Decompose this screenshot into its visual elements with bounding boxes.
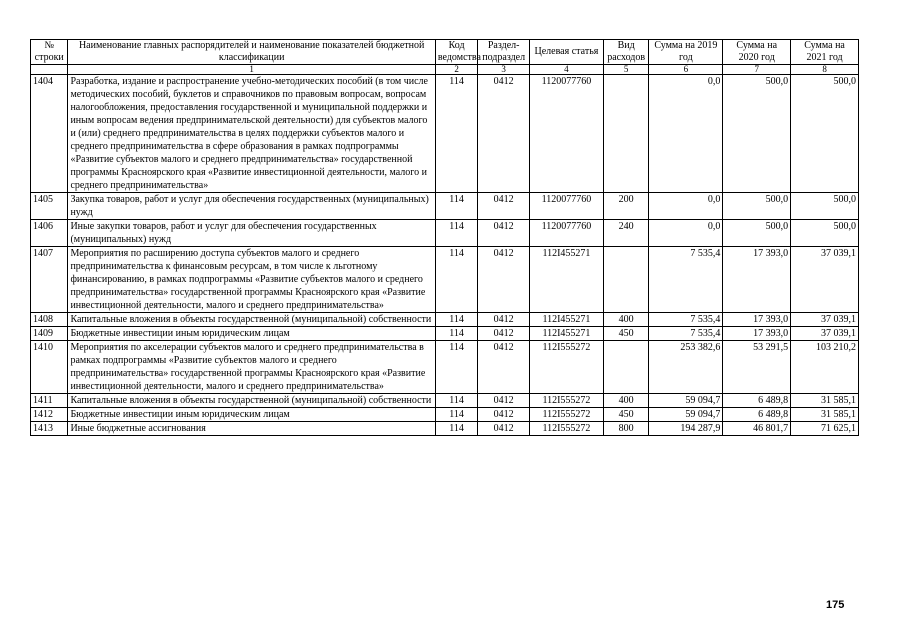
row-number: 1410 xyxy=(31,341,68,394)
row-target: 112I555272 xyxy=(529,422,603,436)
row-sum-2020: 500,0 xyxy=(723,75,791,193)
table-row xyxy=(31,341,859,394)
table-row xyxy=(31,408,859,422)
row-number: 1411 xyxy=(31,394,68,408)
row-dept-code: 114 xyxy=(435,422,478,436)
row-name: Мероприятия по расширению доступа субъектов малого и среднего предпринимательства к финансовым ресурсам, в том числе к льготному финансированию, в рамках подпрограммы «Развитие субъектов малого и среднего предпринимательства» государственной программы Красноярского края «Развитие инвестиционной деятельности, малого и среднего предпринимательства» xyxy=(68,247,435,313)
row-target: 1120077760 xyxy=(529,75,603,193)
row-dept-code: 114 xyxy=(435,75,478,193)
row-expense-type xyxy=(603,247,649,313)
table-row xyxy=(31,75,859,193)
table-row xyxy=(31,327,859,341)
row-sum-2020: 53 291,5 xyxy=(723,341,791,394)
row-sum-2021: 37 039,1 xyxy=(791,313,859,327)
row-expense-type xyxy=(603,341,649,394)
row-sum-2019: 0,0 xyxy=(649,220,723,247)
row-section: 0412 xyxy=(478,193,530,220)
row-sum-2020: 6 489,8 xyxy=(723,408,791,422)
row-number: 1408 xyxy=(31,313,68,327)
row-section: 0412 xyxy=(478,247,530,313)
row-number: 1405 xyxy=(31,193,68,220)
row-name: Бюджетные инвестиции иным юридическим лицам xyxy=(68,327,435,341)
row-sum-2021: 31 585,1 xyxy=(791,394,859,408)
row-number: 1409 xyxy=(31,327,68,341)
row-target: 1120077760 xyxy=(529,193,603,220)
row-sum-2019: 194 287,9 xyxy=(649,422,723,436)
row-number: 1404 xyxy=(31,75,68,193)
column-number xyxy=(31,65,68,75)
row-sum-2020: 500,0 xyxy=(723,220,791,247)
column-number: 1 xyxy=(68,65,435,75)
row-sum-2021: 500,0 xyxy=(791,220,859,247)
header-expense-type: Вид расходов xyxy=(603,40,649,65)
table-row xyxy=(31,193,859,220)
row-name: Иные бюджетные ассигнования xyxy=(68,422,435,436)
column-number: 5 xyxy=(603,65,649,75)
row-sum-2020: 17 393,0 xyxy=(723,247,791,313)
table-row xyxy=(31,394,859,408)
row-expense-type: 200 xyxy=(603,193,649,220)
row-sum-2021: 71 625,1 xyxy=(791,422,859,436)
row-section: 0412 xyxy=(478,422,530,436)
row-dept-code: 114 xyxy=(435,408,478,422)
row-number: 1412 xyxy=(31,408,68,422)
row-name: Мероприятия по акселерации субъектов малого и среднего предпринимательства в рамках подпрограммы «Развитие субъектов малого и среднего предпринимательства» государственной программы Красноярского края «Развитие инвестиционной деятельности, малого и среднего предпринимательства» xyxy=(68,341,435,394)
row-dept-code: 114 xyxy=(435,341,478,394)
budget-table xyxy=(30,39,859,436)
header-sum-2019: Сумма на 2019 год xyxy=(649,40,723,65)
table-row xyxy=(31,247,859,313)
row-dept-code: 114 xyxy=(435,220,478,247)
row-dept-code: 114 xyxy=(435,313,478,327)
row-name: Капитальные вложения в объекты государственной (муниципальной) собственности xyxy=(68,313,435,327)
row-sum-2019: 253 382,6 xyxy=(649,341,723,394)
row-sum-2019: 7 535,4 xyxy=(649,327,723,341)
row-dept-code: 114 xyxy=(435,247,478,313)
header-row xyxy=(31,40,859,65)
column-number: 6 xyxy=(649,65,723,75)
row-dept-code: 114 xyxy=(435,394,478,408)
row-number: 1413 xyxy=(31,422,68,436)
row-target: 1120077760 xyxy=(529,220,603,247)
column-number: 3 xyxy=(478,65,530,75)
row-expense-type xyxy=(603,75,649,193)
column-number: 8 xyxy=(791,65,859,75)
row-section: 0412 xyxy=(478,394,530,408)
table-row xyxy=(31,422,859,436)
header-sum-2020: Сумма на 2020 год xyxy=(723,40,791,65)
row-name: Разработка, издание и распространение учебно-методических пособий (в том числе методических пособий, буклетов и справочников по правовым вопросам, вопросам налогообложения, предоставления государственной и муниципальной поддержки и иным вопросам ведения предпринимательской деятельности) для субъектов малого и (или) среднего предпринимательства в целях поддержки субъектов малого и среднего предпринимательства в сфере образования в рамках подпрограммы «Развитие субъектов малого и среднего предпринимательства» государственной программы Красноярского края «Развитие инвестиционной деятельности, малого и среднего предпринимательства» xyxy=(68,75,435,193)
row-sum-2019: 59 094,7 xyxy=(649,408,723,422)
row-target: 112I555272 xyxy=(529,394,603,408)
row-sum-2019: 7 535,4 xyxy=(649,313,723,327)
row-sum-2021: 37 039,1 xyxy=(791,247,859,313)
row-sum-2021: 37 039,1 xyxy=(791,327,859,341)
row-section: 0412 xyxy=(478,408,530,422)
row-sum-2019: 0,0 xyxy=(649,75,723,193)
table-row xyxy=(31,220,859,247)
row-sum-2021: 103 210,2 xyxy=(791,341,859,394)
row-target: 112I455271 xyxy=(529,313,603,327)
row-number: 1407 xyxy=(31,247,68,313)
row-expense-type: 240 xyxy=(603,220,649,247)
header-name: Наименование главных распорядителей и наименование показателей бюджетной классификации xyxy=(68,40,435,65)
header-target: Целевая статья xyxy=(529,40,603,65)
row-sum-2019: 59 094,7 xyxy=(649,394,723,408)
page-number: 175 xyxy=(826,599,845,611)
row-name: Закупка товаров, работ и услуг для обеспечения государственных (муниципальных) нужд xyxy=(68,193,435,220)
table-row xyxy=(31,313,859,327)
header-sum-2021: Сумма на 2021 год xyxy=(791,40,859,65)
header-row-no: № строки xyxy=(31,40,68,65)
row-section: 0412 xyxy=(478,220,530,247)
header-section: Раздел-подраздел xyxy=(478,40,530,65)
row-target: 112I455271 xyxy=(529,327,603,341)
row-section: 0412 xyxy=(478,327,530,341)
column-number: 4 xyxy=(529,65,603,75)
row-sum-2020: 6 489,8 xyxy=(723,394,791,408)
row-sum-2019: 7 535,4 xyxy=(649,247,723,313)
row-target: 112I555272 xyxy=(529,408,603,422)
row-target: 112I555272 xyxy=(529,341,603,394)
row-name: Бюджетные инвестиции иным юридическим лицам xyxy=(68,408,435,422)
row-target: 112I455271 xyxy=(529,247,603,313)
row-expense-type: 450 xyxy=(603,327,649,341)
row-dept-code: 114 xyxy=(435,327,478,341)
row-expense-type: 400 xyxy=(603,313,649,327)
row-dept-code: 114 xyxy=(435,193,478,220)
column-number: 2 xyxy=(435,65,478,75)
row-expense-type: 400 xyxy=(603,394,649,408)
row-sum-2019: 0,0 xyxy=(649,193,723,220)
row-sum-2021: 500,0 xyxy=(791,75,859,193)
row-sum-2020: 500,0 xyxy=(723,193,791,220)
row-expense-type: 450 xyxy=(603,408,649,422)
header-dept-code: Код ведомства xyxy=(435,40,478,65)
row-section: 0412 xyxy=(478,341,530,394)
row-sum-2020: 17 393,0 xyxy=(723,327,791,341)
row-sum-2020: 17 393,0 xyxy=(723,313,791,327)
column-number-row xyxy=(31,65,859,75)
row-number: 1406 xyxy=(31,220,68,247)
row-sum-2021: 31 585,1 xyxy=(791,408,859,422)
column-number: 7 xyxy=(723,65,791,75)
row-sum-2020: 46 801,7 xyxy=(723,422,791,436)
row-expense-type: 800 xyxy=(603,422,649,436)
row-section: 0412 xyxy=(478,75,530,193)
row-sum-2021: 500,0 xyxy=(791,193,859,220)
row-section: 0412 xyxy=(478,313,530,327)
row-name: Иные закупки товаров, работ и услуг для обеспечения государственных (муниципальных) нужд xyxy=(68,220,435,247)
row-name: Капитальные вложения в объекты государственной (муниципальной) собственности xyxy=(68,394,435,408)
